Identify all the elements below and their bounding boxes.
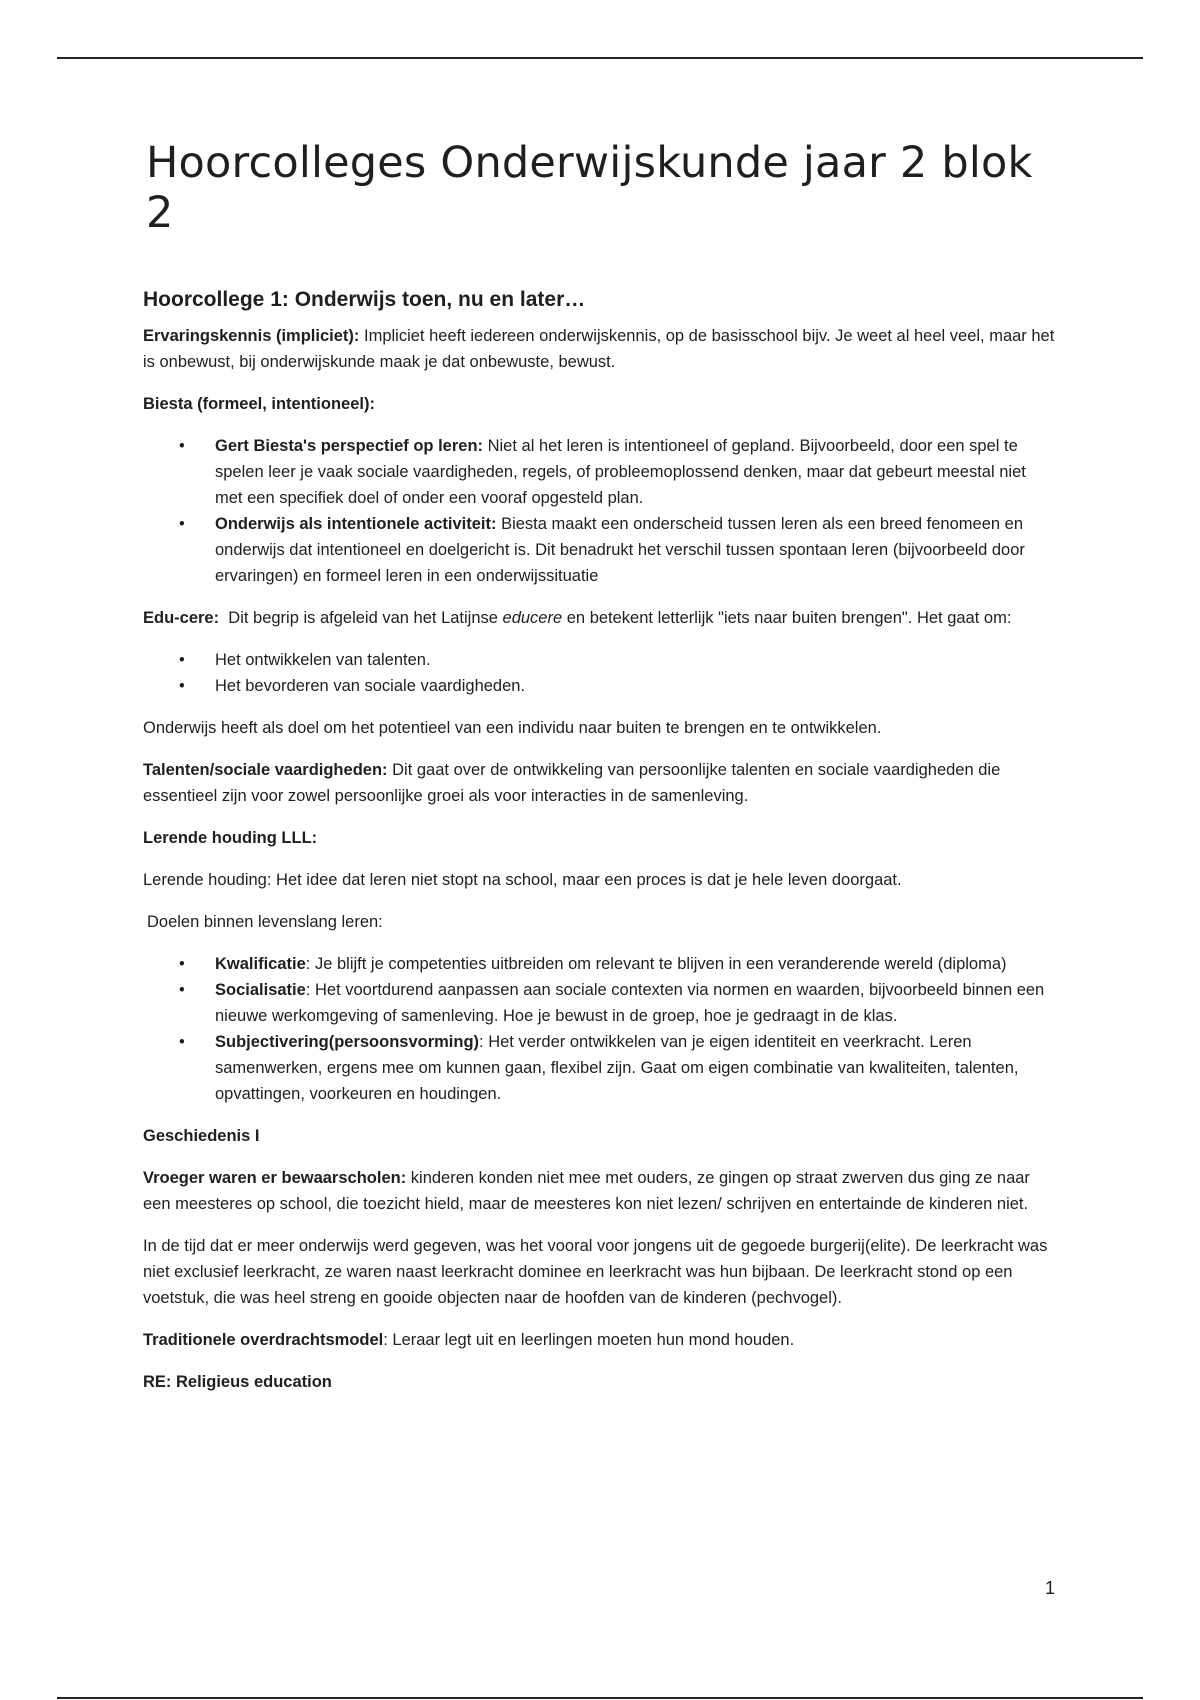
paragraph-lll-text: Lerende houding: Het idee dat leren niet stopt na school, maar een proces is dat je hele leven doorgaat.: [143, 871, 902, 889]
bullet-icon: •: [179, 981, 185, 999]
bullet-icon: •: [179, 437, 185, 455]
list-item: • Kwalificatie: Je blijft je competenties uitbreiden om relevant te blijven in een veranderende wereld (diploma): [143, 951, 1055, 977]
paragraph-biesta-label: Biesta (formeel, intentioneel):: [143, 395, 375, 413]
list-item: • Het bevorderen van sociale vaardigheden.: [143, 673, 1055, 699]
paragraph-ervaringskennis: Ervaringskennis (impliciet): Impliciet heeft iedereen onderwijskennis, op de basisschool bijv. Je weet al heel veel, maar het is onbewust, bij onderwijskunde maak je dat onbewuste, bewust.: [143, 327, 1055, 371]
paragraph-bewaarscholen: Vroeger waren er bewaarscholen: kinderen konden niet mee met ouders, ze gingen op straat zwerven dus ging ze naar een meesteres op school, die toezicht hield, maar de meesteres kon niet lezen/ schrijven en entertainde de kinderen niet.: [143, 1169, 1030, 1213]
paragraph-tijd: In de tijd dat er meer onderwijs werd gegeven, was het vooral voor jongens uit de gegoede burgerij(elite). De leerkracht was niet exclusief leerkracht, ze waren naast leerkracht dominee en leerkracht was hun bijbaan. De leerkracht stond op een voetstuk, die was heel streng en gooide objecten naar de hoofden van de kinderen (pechvogel).: [143, 1237, 1048, 1307]
list-item: • Socialisatie: Het voortdurend aanpassen aan sociale contexten via normen en waarden, bijvoorbeeld binnen een nieuwe werkomgeving of samenleving. Hoe je bewust in de groep, hoe je gedraagt in de klas.: [143, 977, 1055, 1029]
list-item: • Onderwijs als intentionele activiteit: Biesta maakt een onderscheid tussen leren als een breed fenomeen en onderwijs dat intentioneel en doelgericht is. Dit benadrukt het verschil tussen spontaan leren (bijvoorbeeld door ervaringen) en formeel leren in een onderwijssituatie: [143, 511, 1055, 589]
document-body: [143, 138, 1055, 1411]
bullet-icon: •: [179, 515, 185, 533]
page-number: 1: [1045, 1578, 1056, 1598]
section-heading: Hoorcollege 1: Onderwijs toen, nu en later…: [143, 288, 586, 311]
paragraph-talenten: Talenten/sociale vaardigheden: Dit gaat over de ontwikkeling van persoonlijke talenten en sociale vaardigheden die essentieel zijn voor zowel persoonlijke groei als voor interacties in de samenleving.: [143, 761, 1001, 805]
list-item: • Subjectivering(persoonsvorming): Het verder ontwikkelen van je eigen identiteit en veerkracht. Leren samenwerken, ergens mee om kunnen gaan, flexibel zijn. Gaat om eigen combinatie van kwaliteiten, talenten, opvattingen, voorkeuren en houdingen.: [143, 1029, 1055, 1107]
bullet-icon: •: [179, 955, 185, 973]
paragraph-educere: Edu-cere: Dit begrip is afgeleid van het Latijnse educere en betekent letterlijk "iets naar buiten brengen". Het gaat om:: [143, 609, 1012, 627]
bullet-icon: •: [179, 1033, 185, 1051]
paragraph-overdrachtsmodel: Traditionele overdrachtsmodel: Leraar legt uit en leerlingen moeten hun mond houden.: [143, 1331, 795, 1349]
biesta-list: [143, 433, 1055, 589]
paragraph-lll-label: Lerende houding LLL:: [143, 829, 318, 847]
paragraph-doelen: Doelen binnen levenslang leren:: [147, 913, 383, 931]
educere-list: [143, 647, 1055, 699]
paragraph-re: RE: Religieus education: [143, 1373, 332, 1391]
bullet-icon: •: [179, 651, 185, 669]
top-rule: [57, 57, 1143, 59]
doelen-list: [143, 951, 1055, 1107]
term-label: Ervaringskennis (impliciet):: [143, 327, 360, 345]
document-title: Hoorcolleges Onderwijskunde jaar 2 blok 2: [146, 138, 1033, 238]
paragraph-geschiedenis: Geschiedenis I: [143, 1127, 260, 1145]
bullet-icon: •: [179, 677, 185, 695]
list-item: • Het ontwikkelen van talenten.: [143, 647, 1055, 673]
list-item: • Gert Biesta's perspectief op leren: Niet al het leren is intentioneel of gepland. Bijvoorbeeld, door een spel te spelen leer je vaak sociale vaardigheden, regels, of probleemoplossend denken, maar dat gebeurt meestal niet met een specifiek doel of onder een vooraf opgesteld plan.: [143, 433, 1055, 511]
paragraph-doel: Onderwijs heeft als doel om het potentieel van een individu naar buiten te brengen en te ontwikkelen.: [143, 719, 882, 737]
bottom-rule: [57, 1697, 1143, 1699]
